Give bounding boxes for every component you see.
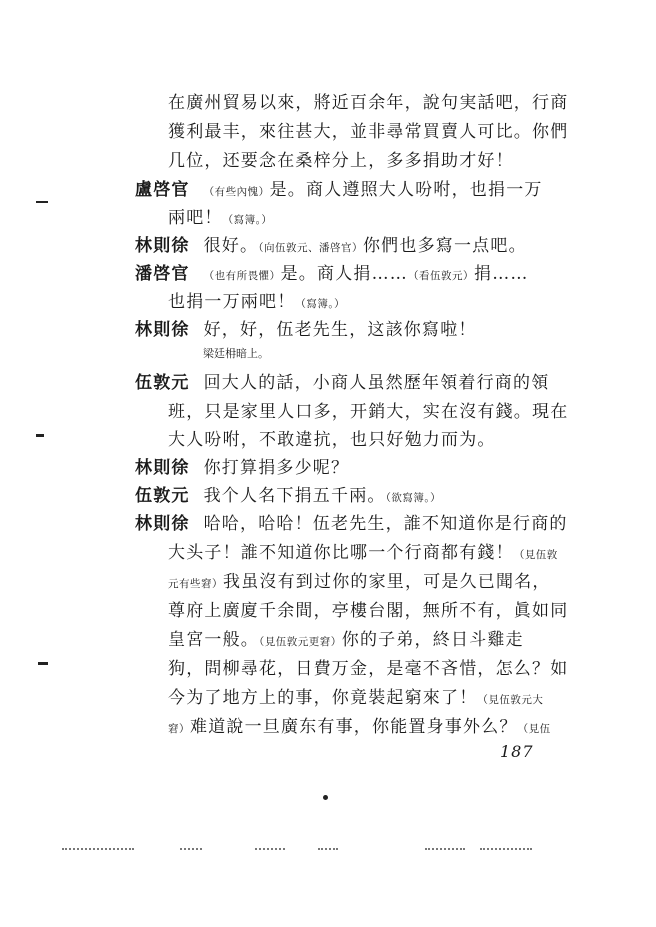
scan-edge-dots (255, 848, 285, 852)
text-line: 元有些窘）我虽沒有到过你的家里，可是久已聞名， (168, 572, 551, 592)
text-line: 今为了地方上的事，你竟裝起窮來了！（見伍敦元大 (168, 688, 544, 708)
dialogue-line: 林則徐 你打算捐多少呢？ (135, 458, 350, 478)
stage-direction: （向伍敦元、潘啓官） (258, 242, 363, 254)
text-line: 大头子！誰不知道你比哪一个行商都有錢！（見伍敦 (168, 543, 558, 563)
stage-direction: （看伍敦元） (408, 270, 475, 282)
text-line: 獲利最丰，來往甚大，並非尋常買賣人可比。你們 (168, 122, 569, 142)
dialogue-line: 盧啓官 （有些內愧）是。商人遵照大人吩咐，也捐一万 (135, 180, 543, 200)
stage-direction: （有些內愧） (203, 186, 270, 198)
scan-edge-dots (62, 848, 134, 852)
speaker-name: 潘啓官 (135, 264, 190, 284)
text-line: 大人吩咐，不敢違抗，也只好勉力而为。 (168, 430, 496, 450)
scan-speck (36, 434, 44, 437)
dialogue-line: 林則徐 哈哈，哈哈！伍老先生，誰不知道你是行商的 (135, 514, 568, 534)
scan-speck (323, 795, 328, 800)
scan-edge-dots (480, 848, 532, 852)
stage-direction: （見伍敦 (513, 549, 558, 561)
speaker-name: 林則徐 (135, 320, 190, 340)
page-number: 187 (500, 742, 534, 761)
stage-direction: 窘） (168, 723, 190, 735)
stage-direction: （欲寫簿。） (385, 492, 442, 504)
text-line: 班，只是家里人口多，开銷大，实在沒有錢。現在 (168, 402, 569, 422)
dialogue-line: 林則徐 好，好，伍老先生，这該你寫啦！ (135, 320, 477, 340)
speaker-name: 伍敦元 (135, 373, 190, 393)
scan-speck (36, 201, 48, 203)
dialogue-line: 林則徐 很好。（向伍敦元、潘啓官）你們也多寫一点吧。 (135, 236, 527, 256)
scan-speck (38, 662, 48, 665)
text-line: 兩吧！（寫簿。） (168, 208, 273, 228)
scan-edge-dots (318, 848, 338, 852)
text-line: 皇宮一般。（見伍敦元更窘）你的子弟，終日斗雞走 (168, 630, 524, 650)
dialogue-line: 潘啓官 （也有所畏懼）是。商人捐……（看伍敦元）捐…… (135, 264, 529, 284)
text-line: 在廣州貿易以來，將近百余年，說句実話吧，行商 (168, 93, 569, 113)
text-line: 狗，問柳尋花，日費万金，是毫不吝惜，怎么？如 (168, 659, 569, 679)
text-line: 尊府上廣廈千余間，亭樓台閣，無所不有，眞如同 (168, 601, 569, 621)
stage-direction: （寫簿。） (222, 214, 273, 226)
text-line: 窘）难道說一旦廣东有事，你能置身事外么？（見伍 (168, 717, 551, 737)
text-line: 几位，还要念在桑梓分上，多多捐助才好！ (168, 151, 514, 171)
stage-note: 梁廷枏暗上。 (203, 347, 269, 360)
speaker-name: 盧啓官 (135, 180, 190, 200)
stage-direction: 元有些窘） (168, 578, 223, 590)
scan-edge-dots (425, 848, 465, 852)
speaker-name: 林則徐 (135, 514, 190, 534)
dialogue-line: 伍敦元 回大人的話，小商人虽然歷年領着行商的領 (135, 373, 550, 393)
stage-direction: （寫簿。） (295, 298, 346, 310)
stage-direction: （也有所畏懼） (203, 270, 281, 282)
speaker-name: 林則徐 (135, 458, 190, 478)
stage-direction: （見伍敦元大 (477, 694, 544, 706)
scan-edge-dots (180, 848, 202, 852)
speaker-name: 伍敦元 (135, 486, 190, 506)
stage-direction: （見伍 (517, 723, 551, 735)
text-line: 也捐一万兩吧！（寫簿。） (168, 292, 346, 312)
speaker-name: 林則徐 (135, 236, 190, 256)
dialogue-line: 伍敦元 我个人名下捐五千兩。（欲寫簿。） (135, 486, 442, 506)
stage-direction: （見伍敦元更窘） (259, 636, 342, 648)
